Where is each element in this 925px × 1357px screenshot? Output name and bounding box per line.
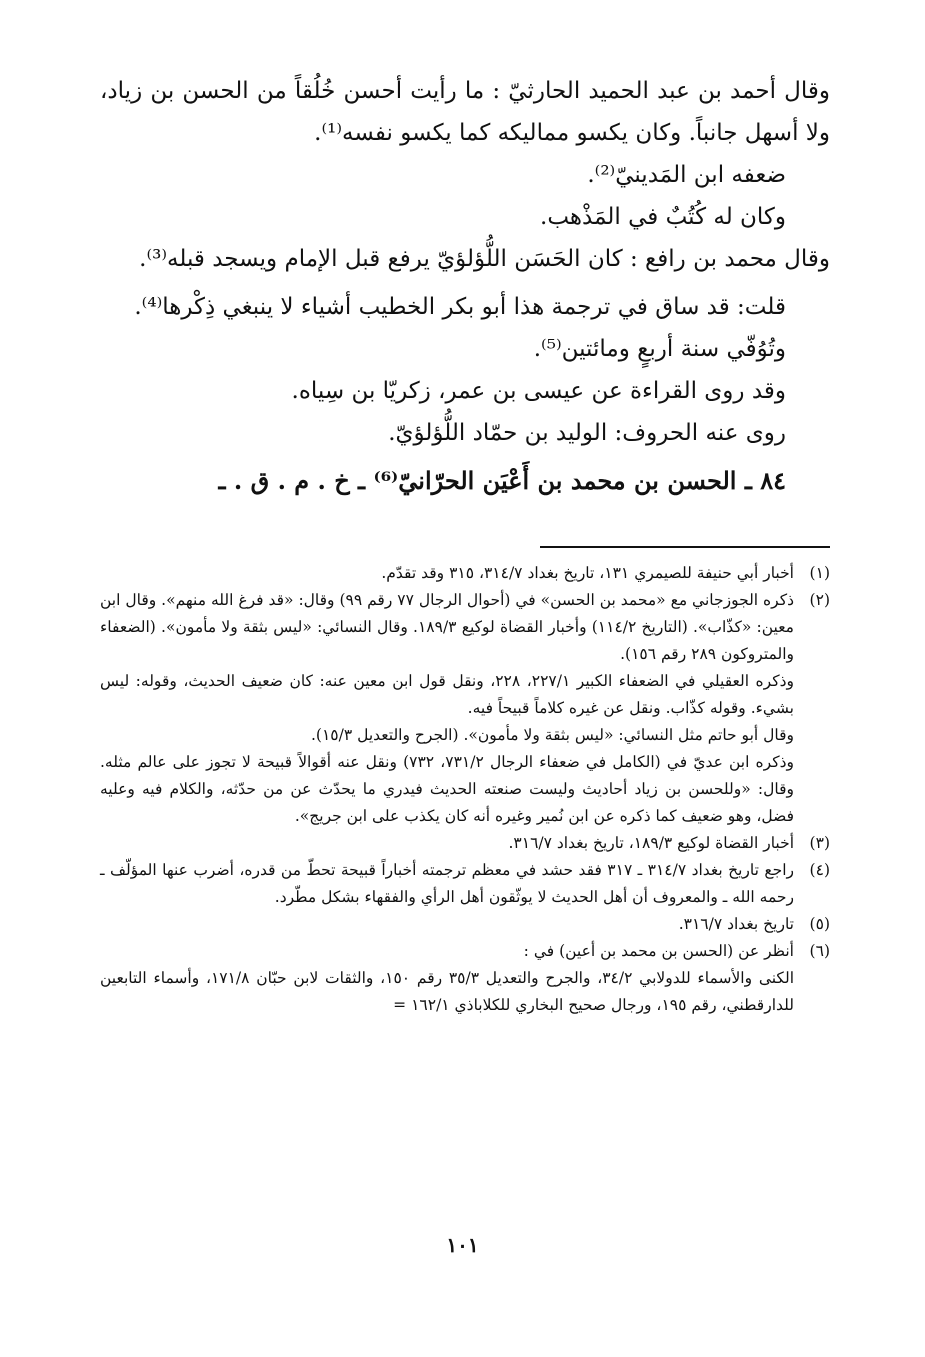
footnote [100,587,830,830]
footnote-text: أخبار القضاة لوكيع ١٨٩/٣، تاريخ بغداد ٣١٦/٧. [508,834,794,852]
footnote-number: (٢) [809,591,830,609]
footnote-text: وذكره العقيلي في الضعفاء الكبير ٢٢٧/١، ٢٢٨، ونقل قول ابن معين عنه: كان ضعيف الحديث، وقوله: ليس بشيء. وقوله كذّاب. ونقل عن غيره كلاماً قبيحاً فيه. [100,672,794,717]
footnote-text: راجع تاريخ بغداد ٣١٤/٧ ـ ٣١٧ فقد حشد في معظم ترجمته أخباراً قبيحة تحطّ من قدره، أضرب عنها المؤلّف ـ رحمه الله ـ والمعروف أن أهل الحديث لا يوثّقون أهل الرأي والفقهاء بشكل مطّرد. [100,861,794,906]
footnote-text: وقال أبو حاتم مثل النسائي: «ليس بثقة ولا مأمون». (الجرح والتعديل ١٥/٣). [311,726,794,744]
footnote-body [100,911,794,938]
footnote-text: أنظر عن (الحسن بن محمد بن أعين) في : [523,942,794,960]
footnote-number: (٤) [809,861,830,879]
main-paragraph: وقال محمد بن رافع : كان الحَسَن اللُّؤلؤيّ يرفع قبل الإمام ويسجد قبله⁽³⁾. [139,246,830,272]
footnote-text: ذكره الجوزجاني مع «محمد بن الحسن» في (أحوال الرجال ٧٧ رقم ٩٩) وقال: «قد فرغ الله منهم». وقال ابن معين: «كذّاب». (التاريخ ١١٤/٢) وأخبار القضاة لوكيع ١٨٩/٣. وقال النسائي: «ليس بثقة ولا مأمون». (الضعفاء والمتروكون ٢٨٩ رقم ١٥٦). [100,591,794,663]
book-page [100,70,830,1019]
footnote-separator [540,546,830,548]
main-paragraph: وتُوُفّي سنة أربعٍ ومائتين⁽⁵⁾. [533,336,786,362]
entry-heading: ٨٤ ـ الحسن بن محمد بن أَعْيَن الحرّانيّ⁽⁶⁾ ـ خ . م . ق . ـ [218,466,786,495]
footnote-number: (٥) [809,915,830,933]
main-paragraph: وقال أحمد بن عبد الحميد الحارثيّ : ما رأيت أحسن خُلُقاً من الحسن بن زياد، ولا أسهل جانباً. وكان يكسو مماليكه كما يكسو نفسه⁽¹⁾. [100,78,830,146]
footnotes [100,560,830,1019]
main-paragraph: وكان له كُتُبٌ في المَذْهب. [540,204,786,230]
footnote-number: (١) [809,564,830,582]
footnote [100,830,830,857]
footnote-number: (٦) [809,942,830,960]
footnote-body [100,938,794,1019]
footnote-body [100,830,794,857]
main-paragraph: روى عنه الحروف: الوليد بن حمّاد اللُّؤلؤيّ. [388,420,786,446]
footnote [100,911,830,938]
main-text [100,70,830,502]
footnote [100,938,830,1019]
page-number: ١٠١ [446,1233,479,1257]
footnote-number: (٣) [809,834,830,852]
footnote-text: أخبار أبي حنيفة للصيمري ١٣١، تاريخ بغداد ٣١٤/٧، ٣١٥ وقد تقدّم. [381,564,794,582]
footnote-body [100,857,794,911]
footnote [100,857,830,911]
main-paragraph: ضعفه ابن المَدينيّ⁽²⁾. [587,162,786,188]
main-paragraph: وقد روى القراءة عن عيسى بن عمر، زكريّا بن سِياه. [291,378,786,404]
footnote-text: وذكره ابن عديّ في (الكامل في ضعفاء الرجال ٧٣١/٢، ٧٣٢) ونقل عنه أقوالاً قبيحة لا تجوز على عالم مثله. وقال: «وللحسن بن زياد أحاديث وليست صنعته الحديث فيدري ما يحدّث عن من حدّثه، والكلام فيه وعليه فضل، وهو ضعيف كما ذكره عن ابن نُمير وغيره أنه كان يكذب على ابن جريج». [100,753,794,825]
footnote-text: تاريخ بغداد ٣١٦/٧. [678,915,794,933]
footnote-text: الكنى والأسماء للدولابي ٣٤/٢، والجرح والتعديل ٣٥/٣ رقم ١٥٠، والثقات لابن حبّان ١٧١/٨، وأسماء التابعين للدارقطني، رقم ١٩٥، ورجال صحيح البخاري للكلاباذي ١٦٢/١ = [100,969,795,1014]
main-paragraph: قلت: قد ساق في ترجمة هذا أبو بكر الخطيب أشياء لا ينبغي ذِكْرها⁽⁴⁾. [134,294,786,320]
footnote [100,560,830,587]
footnote-body [100,560,794,587]
footnote-body [100,587,794,830]
